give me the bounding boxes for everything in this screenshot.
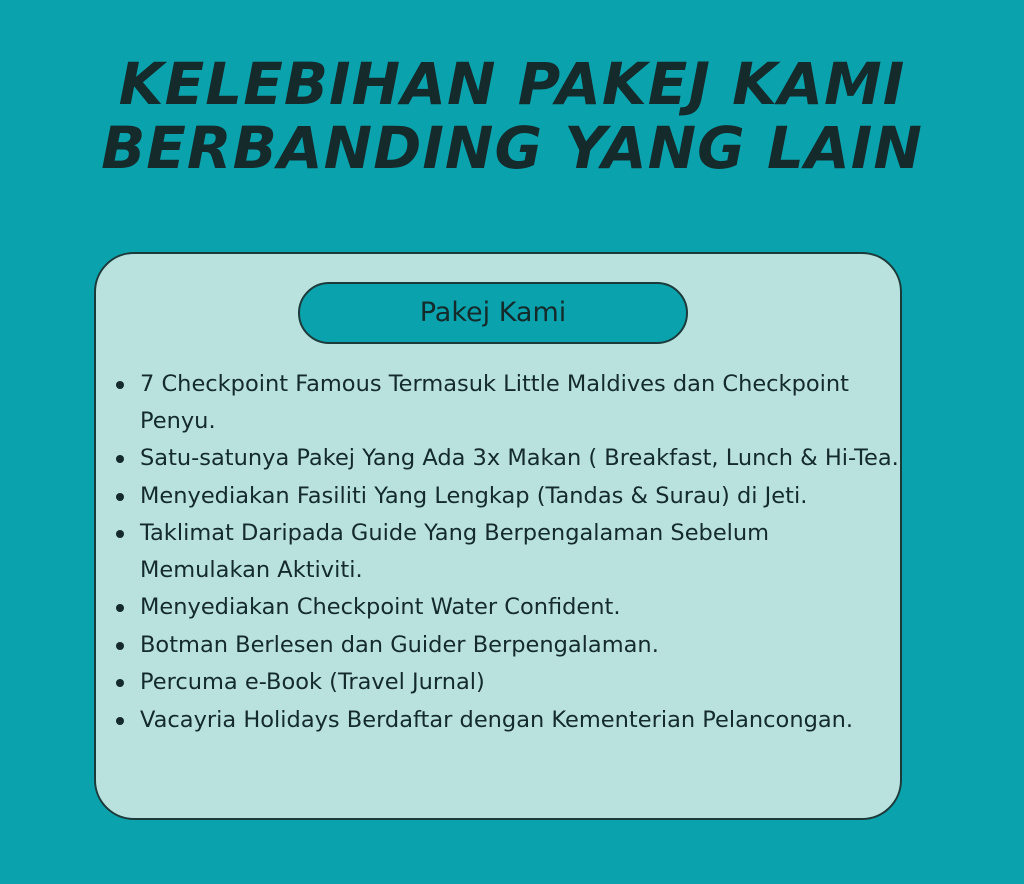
features-card: [94, 252, 902, 820]
card-title-pill: [298, 282, 688, 344]
bullet-icon: [116, 381, 124, 389]
list-item: [140, 627, 900, 664]
bullet-icon: [116, 642, 124, 650]
bullet-icon: [116, 717, 124, 725]
bullet-icon: [116, 493, 124, 501]
list-item: [140, 440, 900, 477]
list-item: [140, 664, 900, 701]
list-item: [140, 366, 900, 439]
headline: [0, 52, 1024, 180]
list-item-text: 7 Checkpoint Famous Termasuk Little Maldives dan Checkpoint Penyu.: [140, 371, 849, 434]
list-item-text: Menyediakan Fasiliti Yang Lengkap (Tandas & Surau) di Jeti.: [140, 482, 808, 509]
bullet-icon: [116, 455, 124, 463]
list-item-text: Menyediakan Checkpoint Water Confident.: [140, 594, 621, 620]
list-item-text: Satu-satunya Pakej Yang Ada 3x Makan ( Breakfast, Lunch & Hi-Tea.: [140, 445, 899, 471]
list-item: [140, 478, 900, 515]
bullet-icon: [116, 604, 124, 612]
bullet-icon: [116, 530, 124, 538]
headline-line-2: BERBANDING YANG LAIN: [101, 114, 923, 182]
list-item-text: Botman Berlesen dan Guider Berpengalaman.: [140, 631, 659, 658]
card-title: Pakej Kami: [419, 297, 567, 328]
list-item: [140, 515, 900, 588]
feature-list: [140, 366, 900, 739]
bullet-icon: [116, 679, 124, 687]
list-item: [140, 702, 900, 739]
list-item-text: Vacayria Holidays Berdaftar dengan Kementerian Pelancongan.: [140, 706, 854, 733]
list-item: [140, 589, 900, 626]
list-item-text: Percuma e-Book (Travel Jurnal): [140, 669, 485, 695]
list-item-text: Taklimat Daripada Guide Yang Berpengalaman Sebelum Memulakan Aktiviti.: [140, 520, 770, 583]
headline-line-1: KELEBIHAN PAKEJ KAMI: [118, 50, 906, 118]
